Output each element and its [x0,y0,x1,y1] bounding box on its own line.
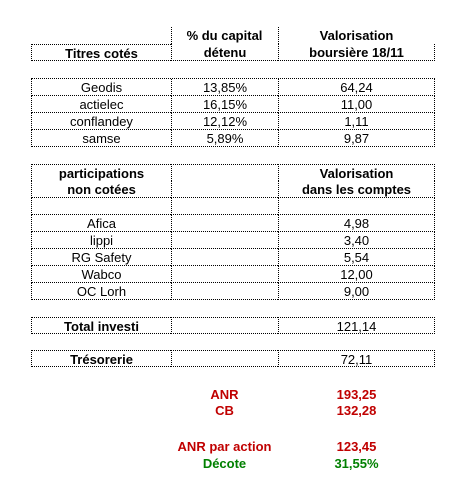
listed-row-value: 11,00 [278,96,435,113]
unlisted-row-name: lippi [31,232,171,249]
cash-empty [171,350,278,367]
listed-row-pct: 13,85% [171,79,278,96]
unlisted-spacer-row [31,198,171,215]
unlisted-value-header-line2: dans les comptes [278,181,435,198]
listed-row-name: conflandey [31,113,171,130]
listed-row-value: 64,24 [278,79,435,96]
listed-row-pct: 12,12% [171,113,278,130]
unlisted-row-name: Afica [31,215,171,232]
anr-value: 193,25 [336,387,377,402]
cash-value: 72,11 [278,350,435,367]
unlisted-row-value: 4,98 [278,215,435,232]
unlisted-empty-header [171,164,278,181]
unlisted-row-pct [171,249,278,266]
unlisted-row-name: Wabco [31,266,171,283]
unlisted-title-header-line1: participations [31,164,171,181]
listed-value-header-line2: boursière 18/11 [278,44,435,61]
cb-value: 132,28 [336,403,377,418]
unlisted-row-value: 9,00 [278,283,435,300]
unlisted-row-pct [171,232,278,249]
discount-value: 31,55% [334,456,379,471]
total-invested-empty [171,317,278,334]
listed-header-divider [171,27,172,44]
unlisted-row-value: 12,00 [278,266,435,283]
listed-row-name: Geodis [31,79,171,96]
total-invested-label: Total investi [31,317,171,334]
listed-row-name: actielec [31,96,171,113]
unlisted-row-value: 5,54 [278,249,435,266]
unlisted-row-pct [171,215,278,232]
unlisted-row-name: OC Lorh [31,283,171,300]
listed-row-value: 1,11 [278,113,435,130]
listed-pct-header-line2: détenu [171,44,278,61]
listed-pct-header-line1: % du capital [186,28,263,43]
anr-per-share-value: 123,45 [336,439,377,454]
unlisted-row-name: RG Safety [31,249,171,266]
unlisted-empty-header [171,181,278,198]
anr-label: ANR [210,387,239,402]
listed-row-pct: 5,89% [171,130,278,147]
discount-label: Décote [202,456,247,471]
listed-row-value: 9,87 [278,130,435,147]
unlisted-row-pct [171,266,278,283]
cb-label: CB [215,403,234,418]
listed-header-divider [278,27,279,44]
unlisted-spacer-row [278,198,435,215]
cash-label: Trésorerie [31,350,171,367]
listed-title-header: Titres cotés [31,44,171,61]
unlisted-value-header-line1: Valorisation [278,164,435,181]
unlisted-row-value: 3,40 [278,232,435,249]
anr-per-share-label: ANR par action [177,439,272,454]
unlisted-row-pct [171,283,278,300]
listed-row-name: samse [31,130,171,147]
listed-value-header-line1: Valorisation [319,28,394,43]
unlisted-spacer-row [171,198,278,215]
total-invested-value: 121,14 [278,317,435,334]
listed-row-pct: 16,15% [171,96,278,113]
unlisted-title-header-line2: non cotées [31,181,171,198]
